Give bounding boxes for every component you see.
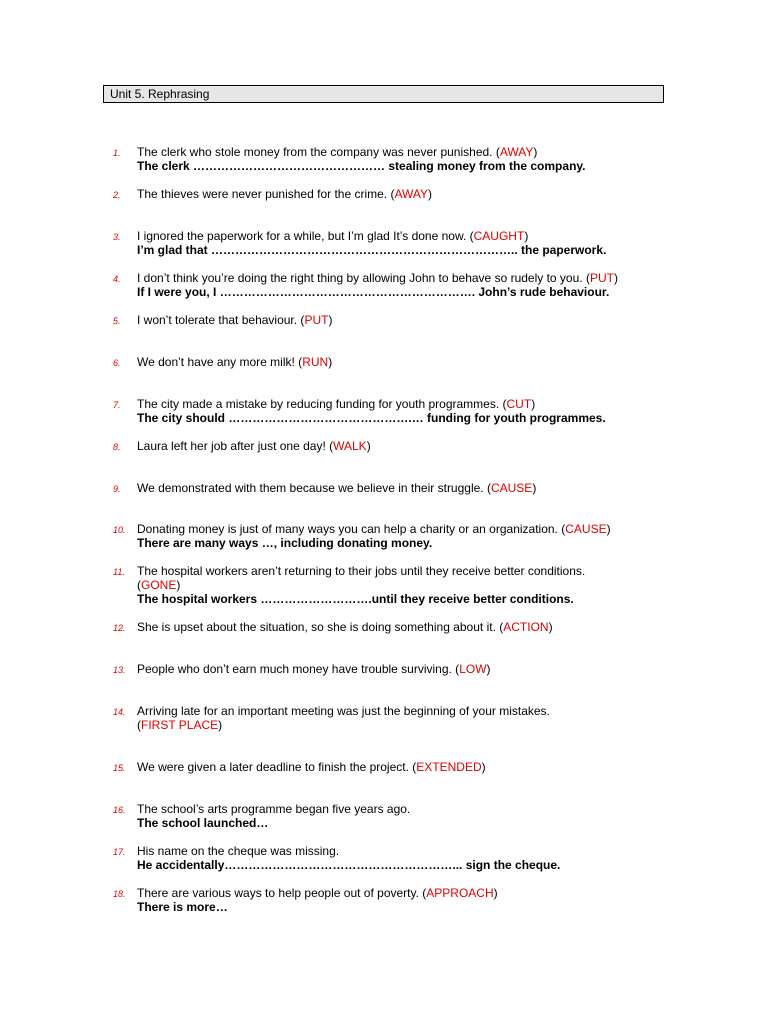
keyword: CAUSE — [490, 481, 533, 495]
item-sentence: The city made a mistake by reducing funding for youth programmes. (CUT) — [137, 397, 536, 411]
exercise-item-10 — [0, 522, 768, 550]
item-number: 5. — [113, 316, 121, 326]
exercise-item-17 — [0, 844, 768, 872]
exercise-item-1 — [0, 145, 768, 173]
item-number: 18. — [113, 889, 126, 899]
item-sentence: I don’t think you’re doing the right thing by allowing John to behave so rudely to you. (PUT) — [137, 271, 618, 285]
exercise-item-6 — [0, 355, 768, 369]
item-number: 8. — [113, 442, 121, 452]
item-number: 17. — [113, 847, 126, 857]
exercise-item-4 — [0, 271, 768, 299]
item-sentence: We were given a later deadline to finish the project. (EXTENDED) — [137, 760, 486, 774]
exercise-item-7 — [0, 397, 768, 425]
item-sentence: I won’t tolerate that behaviour. (PUT) — [137, 313, 333, 327]
keyword: PUT — [589, 271, 614, 285]
keyword: GONE — [141, 578, 177, 592]
keyword: AWAY — [394, 187, 429, 201]
item-number: 7. — [113, 400, 121, 410]
keyword: EXTENDED — [416, 760, 482, 774]
exercise-item-11 — [0, 564, 768, 606]
item-answer-prompt: The city should ……………………………………….… funding for youth programmes. — [137, 411, 606, 425]
item-number: 13. — [113, 665, 126, 675]
item-answer-prompt: The clerk ………………………………………… stealing money from the company. — [137, 159, 586, 173]
exercise-item-15 — [0, 760, 768, 774]
item-answer-prompt: There are many ways …, including donating money. — [137, 536, 433, 550]
item-sentence: The hospital workers aren’t returning to their jobs until they receive better conditions. — [137, 564, 586, 578]
item-number: 6. — [113, 358, 121, 368]
item-answer-prompt: He accidentally…………………………………………………... sign the cheque. — [137, 858, 561, 872]
item-number: 1. — [113, 148, 121, 158]
keyword: APPROACH — [426, 886, 494, 900]
keyword: CUT — [506, 397, 532, 411]
item-sentence-cont: (FIRST PLACE) — [137, 718, 223, 732]
item-sentence: Laura left her job after just one day! (WALK) — [137, 439, 371, 453]
item-sentence: People who don’t earn much money have trouble surviving. (LOW) — [137, 662, 491, 676]
exercise-item-12 — [0, 620, 768, 634]
unit-title-box — [103, 85, 664, 103]
item-answer-prompt: The school launched… — [137, 816, 269, 830]
keyword: CAUSE — [565, 522, 607, 536]
item-answer-prompt: There is more… — [137, 900, 228, 914]
item-sentence: I ignored the paperwork for a while, but I’m glad It’s done now. (CAUGHT) — [137, 229, 529, 243]
item-sentence: His name on the cheque was missing. — [137, 844, 340, 858]
item-number: 3. — [113, 232, 121, 242]
item-number: 4. — [113, 274, 121, 284]
keyword: WALK — [333, 439, 367, 453]
keyword: LOW — [459, 662, 487, 676]
item-number: 10. — [113, 525, 126, 535]
keyword: RUN — [302, 355, 329, 369]
exercise-item-8 — [0, 439, 768, 453]
unit-title: Unit 5. Rephrasing — [110, 87, 210, 101]
exercise-item-2 — [0, 187, 768, 201]
exercise-item-14 — [0, 704, 768, 732]
item-sentence: There are various ways to help people out of poverty. (APPROACH) — [137, 886, 498, 900]
item-sentence: The clerk who stole money from the company was never punished. (AWAY) — [137, 145, 538, 159]
item-number: 12. — [113, 623, 126, 633]
item-answer-prompt: I’m glad that ………………………………………………………………….. the paperwork. — [137, 243, 607, 257]
item-number: 9. — [113, 484, 121, 494]
item-number: 11. — [113, 567, 125, 577]
item-answer-prompt: The hospital workers ……………………….until they receive better conditions. — [137, 592, 574, 606]
item-sentence: We demonstrated with them because we believe in their struggle. (CAUSE) — [137, 481, 537, 495]
exercise-item-13 — [0, 662, 768, 676]
item-sentence: The thieves were never punished for the crime. (AWAY) — [137, 187, 433, 201]
item-sentence: She is upset about the situation, so she is doing something about it. (ACTION) — [137, 620, 553, 634]
item-sentence: The school’s arts programme began five years ago. — [137, 802, 411, 816]
item-answer-prompt: If I were you, I ………………………………………………………. John’s rude behaviour. — [137, 285, 610, 299]
item-number: 16. — [113, 805, 126, 815]
exercise-item-16 — [0, 802, 768, 830]
exercise-item-18 — [0, 886, 768, 914]
exercise-item-5 — [0, 313, 768, 327]
item-sentence: Donating money is just of many ways you can help a charity or an organization. (CAUSE) — [137, 522, 611, 536]
exercise-item-3 — [0, 229, 768, 257]
item-sentence: Arriving late for an important meeting was just the beginning of your mistakes. — [137, 704, 550, 718]
keyword: ACTION — [503, 620, 549, 634]
keyword: CAUGHT — [473, 229, 525, 243]
item-number: 15. — [113, 763, 126, 773]
item-sentence-cont: (GONE) — [137, 578, 181, 592]
keyword: AWAY — [499, 145, 534, 159]
keyword: FIRST PLACE — [141, 718, 219, 732]
item-sentence: We don’t have any more milk! (RUN) — [137, 355, 333, 369]
exercise-item-9 — [0, 481, 768, 495]
keyword: PUT — [304, 313, 329, 327]
item-number: 2. — [113, 190, 121, 200]
item-number: 14. — [113, 707, 126, 717]
